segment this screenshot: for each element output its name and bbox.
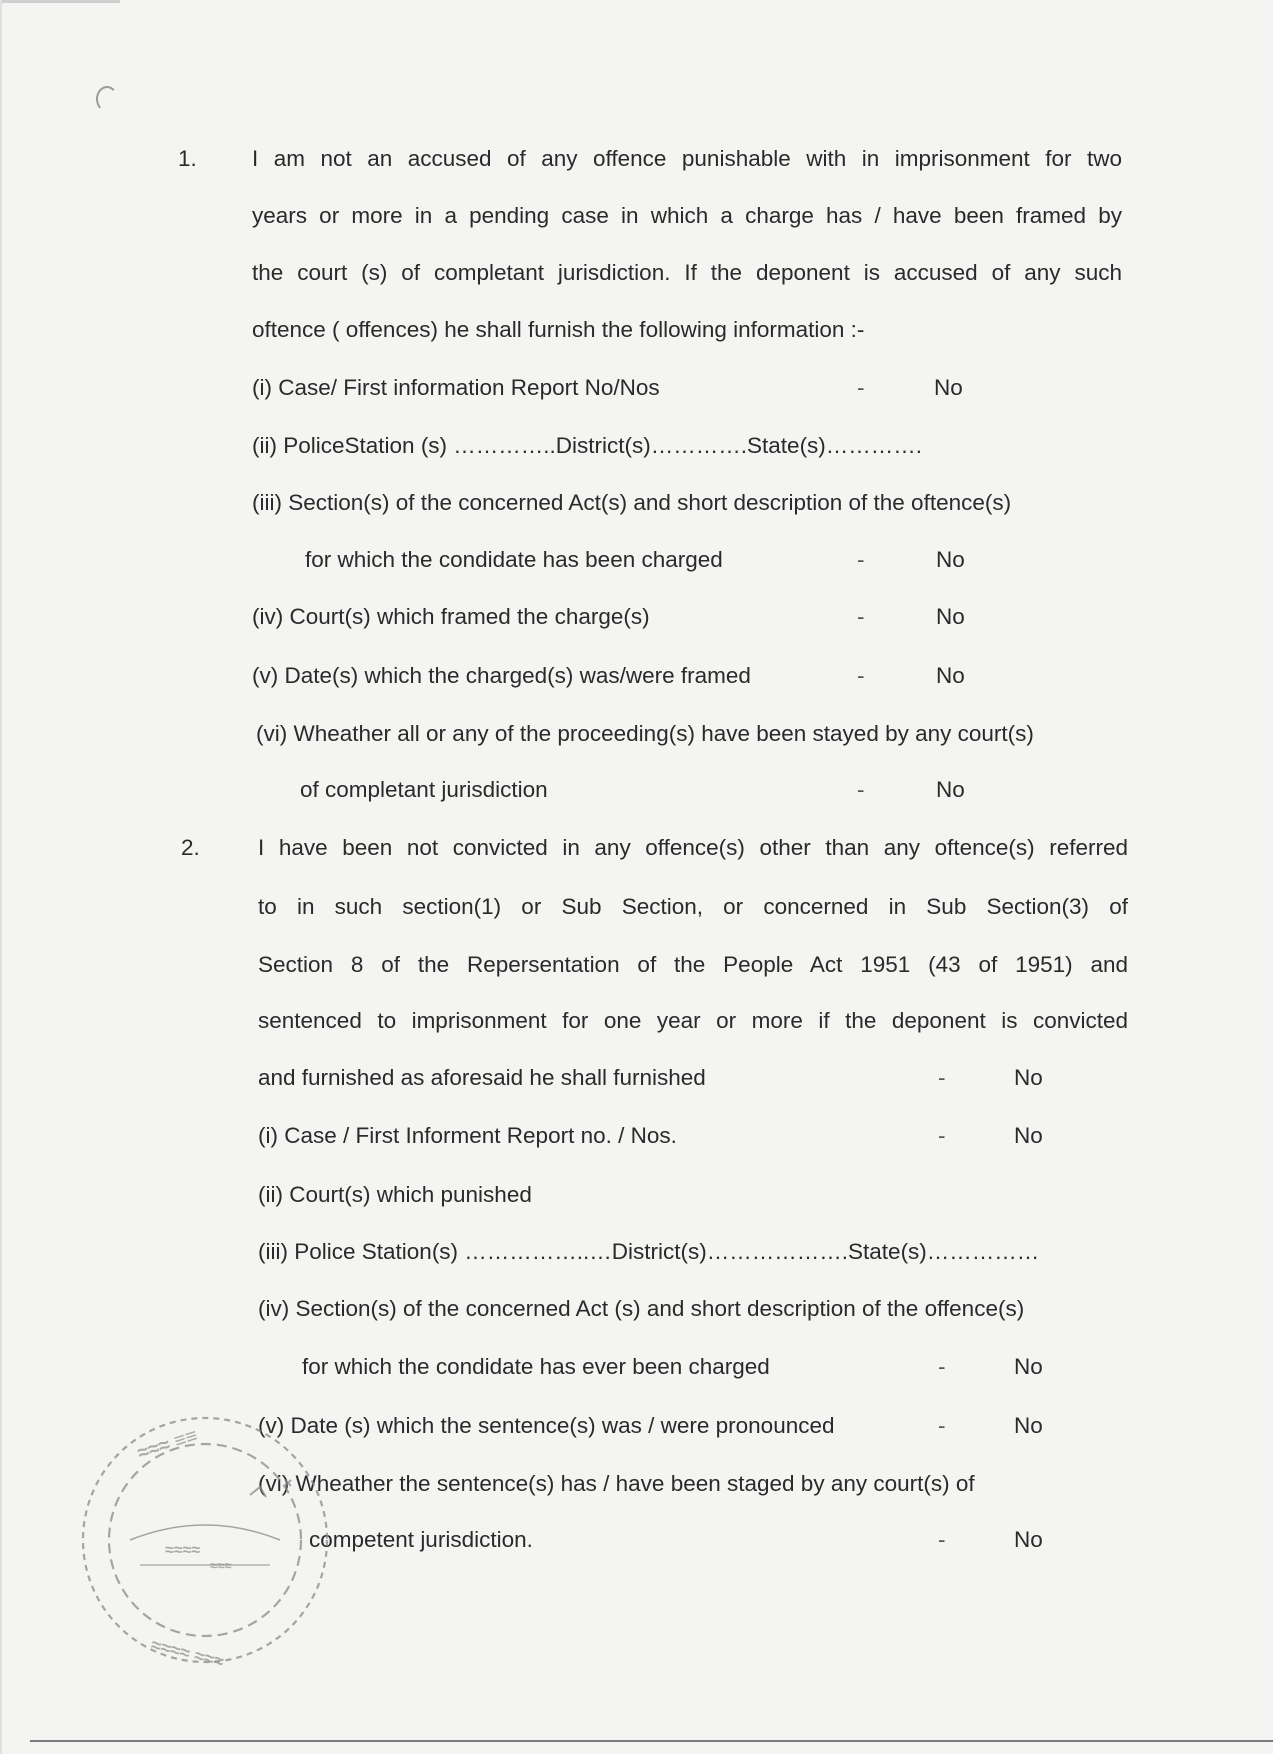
s1-item-iii-label: (iii) Section(s) of the concerned Act(s) and short description of the oftence(s) xyxy=(252,490,1012,515)
s1-item-iii-dash: - xyxy=(857,547,865,572)
s1-item-ii-label: (ii) PoliceStation (s) …………..District(s)………….State(s)…………. xyxy=(252,433,923,458)
s2-item-vi-cont: competent jurisdiction. xyxy=(309,1527,533,1552)
section-1-line-4: oftence ( offences) he shall furnish the following information :- xyxy=(252,317,865,342)
svg-text:≈≈≈≈: ≈≈≈≈ xyxy=(165,1542,201,1559)
punch-hole-mark xyxy=(96,86,118,112)
s2-item-iii-label: (iii) Police Station(s) ……………..…District(s)……………….State(s)…………… xyxy=(258,1239,1040,1264)
s2-item-ii-label: (ii) Court(s) which punished xyxy=(258,1182,532,1207)
s2-item-iv-cont: for which the condidate has ever been charged xyxy=(302,1354,770,1379)
s1-item-vi-dash: - xyxy=(857,777,865,802)
s1-item-iv-label: (iv) Court(s) which framed the charge(s) xyxy=(252,604,650,629)
section-2-line-4: sentenced to imprisonment for one year or more if the deponent is convicted xyxy=(258,1008,1128,1033)
s2-item-i-label: (i) Case / First Informent Report no. / Nos. xyxy=(258,1123,677,1148)
s1-item-vi-value: No xyxy=(936,777,965,802)
s1-item-vi-label: (vi) Wheather all or any of the proceeding(s) have been stayed by any court(s) xyxy=(256,721,1034,746)
s1-item-i-dash: - xyxy=(857,375,865,400)
s2-last-line-value: No xyxy=(1014,1065,1043,1090)
s2-last-line-label: and furnished as aforesaid he shall furnished xyxy=(258,1065,706,1090)
notary-seal-stamp xyxy=(70,1390,340,1680)
s1-item-v-dash: - xyxy=(857,663,865,688)
s2-item-v-value: No xyxy=(1014,1413,1043,1438)
s1-item-iii-value: No xyxy=(936,547,965,572)
s1-item-i-label: (i) Case/ First information Report No/Nos xyxy=(252,375,660,400)
s2-last-line-dash: - xyxy=(938,1065,946,1090)
s2-item-iv-value: No xyxy=(1014,1354,1043,1379)
s2-item-iv-dash: - xyxy=(938,1354,946,1379)
section-2-line-1: I have been not convicted in any offence(s) other than any oftence(s) referred xyxy=(258,835,1128,860)
s2-item-iv-label: (iv) Section(s) of the concerned Act (s) and short description of the offence(s) xyxy=(258,1296,1025,1321)
s2-item-v-label: (v) Date (s) which the sentence(s) was / were pronounced xyxy=(258,1413,835,1438)
s2-item-i-value: No xyxy=(1014,1123,1043,1148)
s1-item-i-value: No xyxy=(934,375,963,400)
svg-text:≈≈≈: ≈≈≈ xyxy=(210,1558,232,1573)
s2-item-vi-value: No xyxy=(1014,1527,1043,1552)
svg-text:≈≈≈ ≡≡: ≈≈≈ ≡≡ xyxy=(134,1424,201,1465)
s1-item-v-value: No xyxy=(936,663,965,688)
section-2-line-3: Section 8 of the Repersentation of the People Act 1951 (43 of 1951) and xyxy=(258,952,1128,977)
section-1-line-1: I am not an accused of any offence punishable with in imprisonment for two xyxy=(252,146,1122,171)
s1-item-vi-cont: of completant jurisdiction xyxy=(300,777,548,802)
section-1-line-2: years or more in a pending case in which a charge has / have been framed by xyxy=(252,203,1122,228)
s2-item-vi-label: (vi) Wheather the sentence(s) has / have been staged by any court(s) of xyxy=(258,1471,975,1496)
s1-item-v-label: (v) Date(s) which the charged(s) was/were framed xyxy=(252,663,751,688)
s1-item-iii-cont: for which the condidate has been charged xyxy=(305,547,723,572)
section-2-line-2: to in such section(1) or Sub Section, or concerned in Sub Section(3) of xyxy=(258,894,1128,919)
s2-item-v-dash: - xyxy=(938,1413,946,1438)
s1-item-iv-value: No xyxy=(936,604,965,629)
section-1-number: 1. xyxy=(178,146,197,171)
bottom-scan-line xyxy=(30,1740,1273,1742)
section-2-number: 2. xyxy=(181,835,200,860)
section-1-line-3: the court (s) of completant jurisdiction. If the deponent is accused of any such xyxy=(252,260,1122,285)
svg-text:≈≈≈≈ ≈≈≈: ≈≈≈≈ ≈≈≈ xyxy=(149,1634,226,1672)
s2-item-vi-dash: - xyxy=(938,1527,946,1552)
s2-item-i-dash: - xyxy=(938,1123,946,1148)
scan-edge-left xyxy=(0,0,2,1754)
s1-item-iv-dash: - xyxy=(857,604,865,629)
scan-edge-top xyxy=(0,0,120,3)
